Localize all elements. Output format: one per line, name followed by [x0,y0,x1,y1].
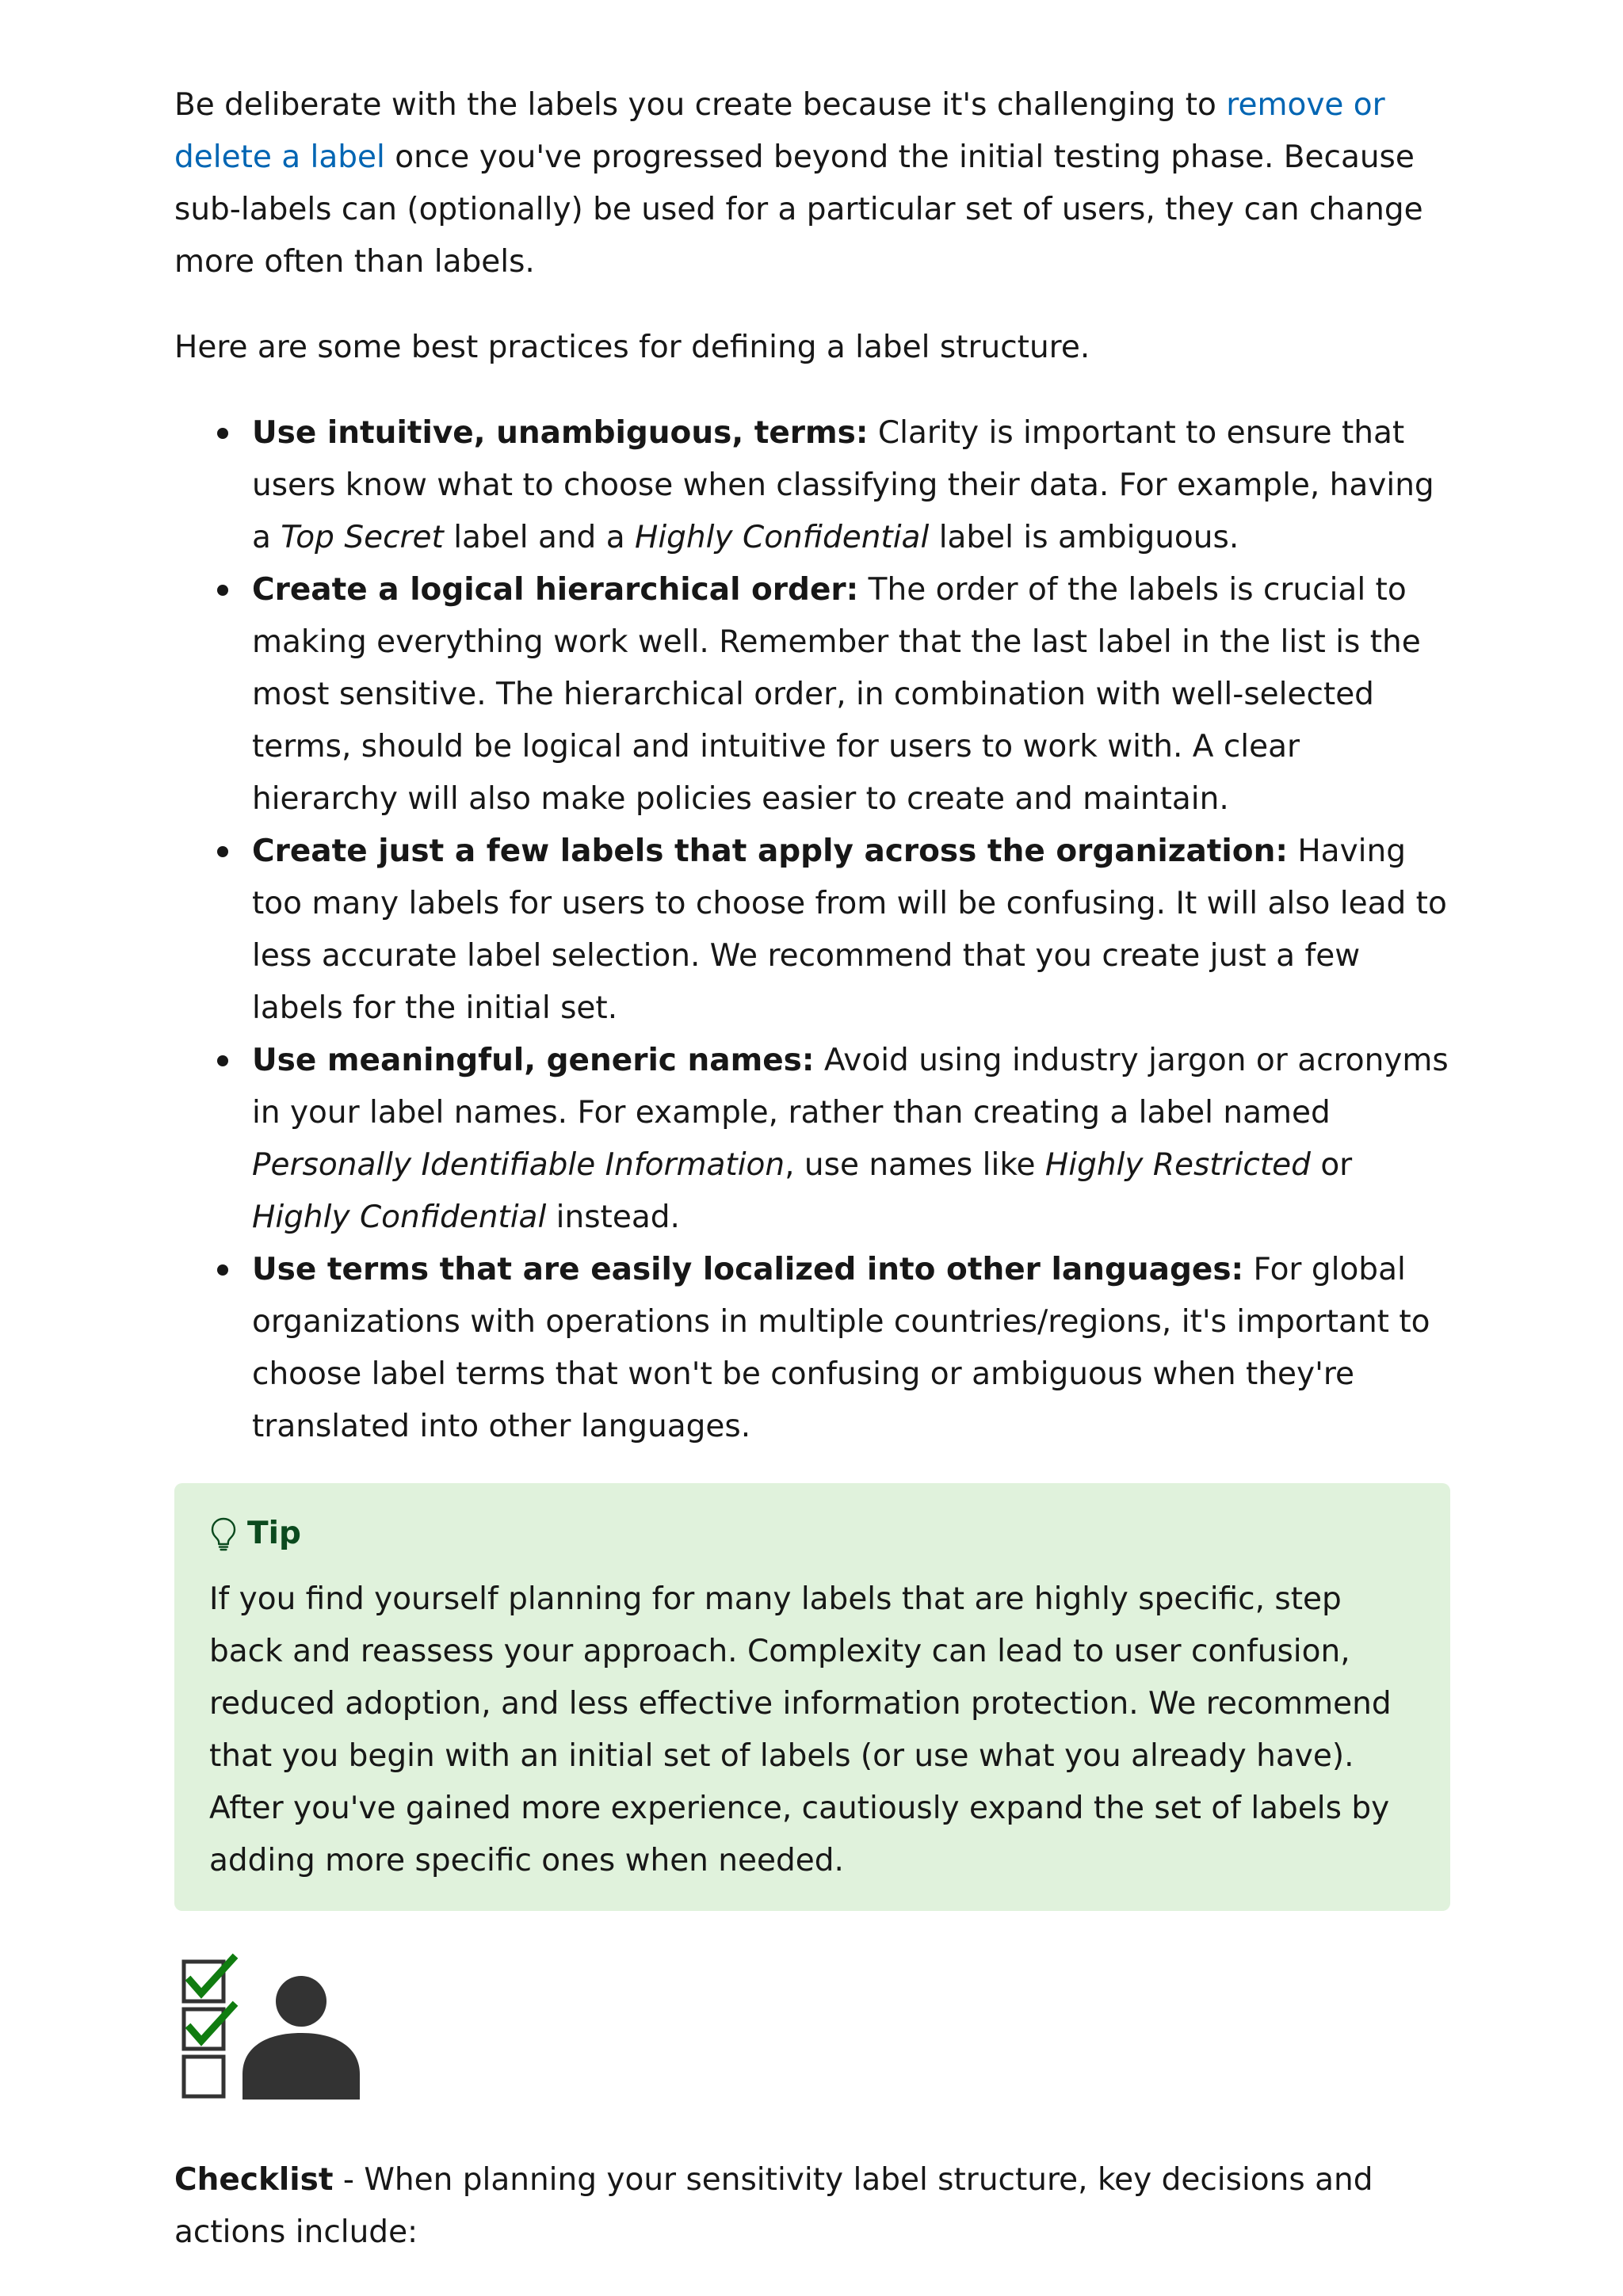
practice-text: The order of the labels is crucial to making everything work well. Remember that the last label in the list is the most sensitive. The hierarchical order, in combination with well-selected terms, should be logical and intuitive for users to work with. A clear hierarchy will also make policies easier to create and maintain. [252,572,1421,817]
best-practices-list [174,407,1450,1453]
article-content [174,79,1450,2259]
practice-text: For global organizations with operations in multiple countries/regions, it's important to choose label terms that won't be confusing or ambiguous when they're translated into other languages. [252,1252,1430,1444]
practice-term: Create just a few labels that apply across the organization: [252,833,1288,869]
lightbulb-icon [209,1516,238,1551]
practice-term: Create a logical hierarchical order: [252,572,859,608]
tip-text: If you find yourself planning for many labels that are highly specific, step back and reassess your approach. Complexity can lead to user confusion, reduced adoption, and less effective information protection. We recommend that you begin with an initial set of labels (or use what you already have). After you've gained more experience, cautiously expand the set of labels by adding more specific ones when needed. [209,1581,1392,1878]
practice-text: label is ambiguous. [929,520,1239,555]
remove-label-link[interactable]: remove or delete a label [174,87,1385,175]
checklist-person-icon [174,1952,365,2103]
practice-text: instead. [546,1199,680,1235]
practice-emphasis: Highly Restricted [1044,1147,1311,1183]
practice-term: Use terms that are easily localized into other languages: [252,1252,1244,1287]
practice-text: , use names like [785,1147,1045,1183]
practice-term: Use meaningful, generic names: [252,1043,815,1078]
bullet-icon [217,428,228,439]
bullet-icon [217,1055,228,1066]
intro-text-start: Be deliberate with the labels you create because it's challenging to [174,87,1227,123]
list-item [252,1035,1450,1244]
tip-title: Tip [247,1516,301,1551]
practice-text: Having too many labels for users to choose from will be confusing. It will also lead to less accurate label selection. We recommend that you create just a few labels for the initial set. [252,833,1447,1026]
practice-text: label and a [443,520,636,555]
intro-text-end: once you've progressed beyond the initial testing phase. Because sub-labels can (optionally) be used for a particular set of users, they can change more often than labels. [174,139,1423,280]
list-item [252,826,1450,1035]
bullet-icon [217,1264,228,1276]
tip-callout [174,1483,1450,1911]
practice-text: Avoid using industry jargon or acronyms in your label names. For example, rather than creating a label named [252,1043,1449,1131]
tip-header [209,1504,1415,1564]
practice-emphasis: Personally Identifiable Information [252,1147,785,1183]
practice-text: Clarity is important to ensure that users know what to choose when classifying their data. For example, having a [252,415,1434,555]
checklist-paragraph [174,2154,1450,2259]
list-item [252,407,1450,564]
bullet-icon [217,846,228,857]
list-item [252,1244,1450,1453]
checklist-text: - When planning your sensitivity label structure, key decisions and actions include: [174,2162,1373,2250]
practice-text: or [1310,1147,1353,1183]
practice-emphasis: Highly Confidential [635,520,930,555]
list-item [252,564,1450,826]
bullet-icon [217,585,228,596]
lead-paragraph: Here are some best practices for defining a label structure. [174,330,1090,365]
practice-emphasis: Highly Confidential [252,1199,547,1235]
practice-emphasis: Top Secret [281,520,444,555]
practice-term: Use intuitive, unambiguous, terms: [252,415,869,451]
intro-paragraph [174,79,1450,288]
checklist-label: Checklist [174,2162,334,2198]
